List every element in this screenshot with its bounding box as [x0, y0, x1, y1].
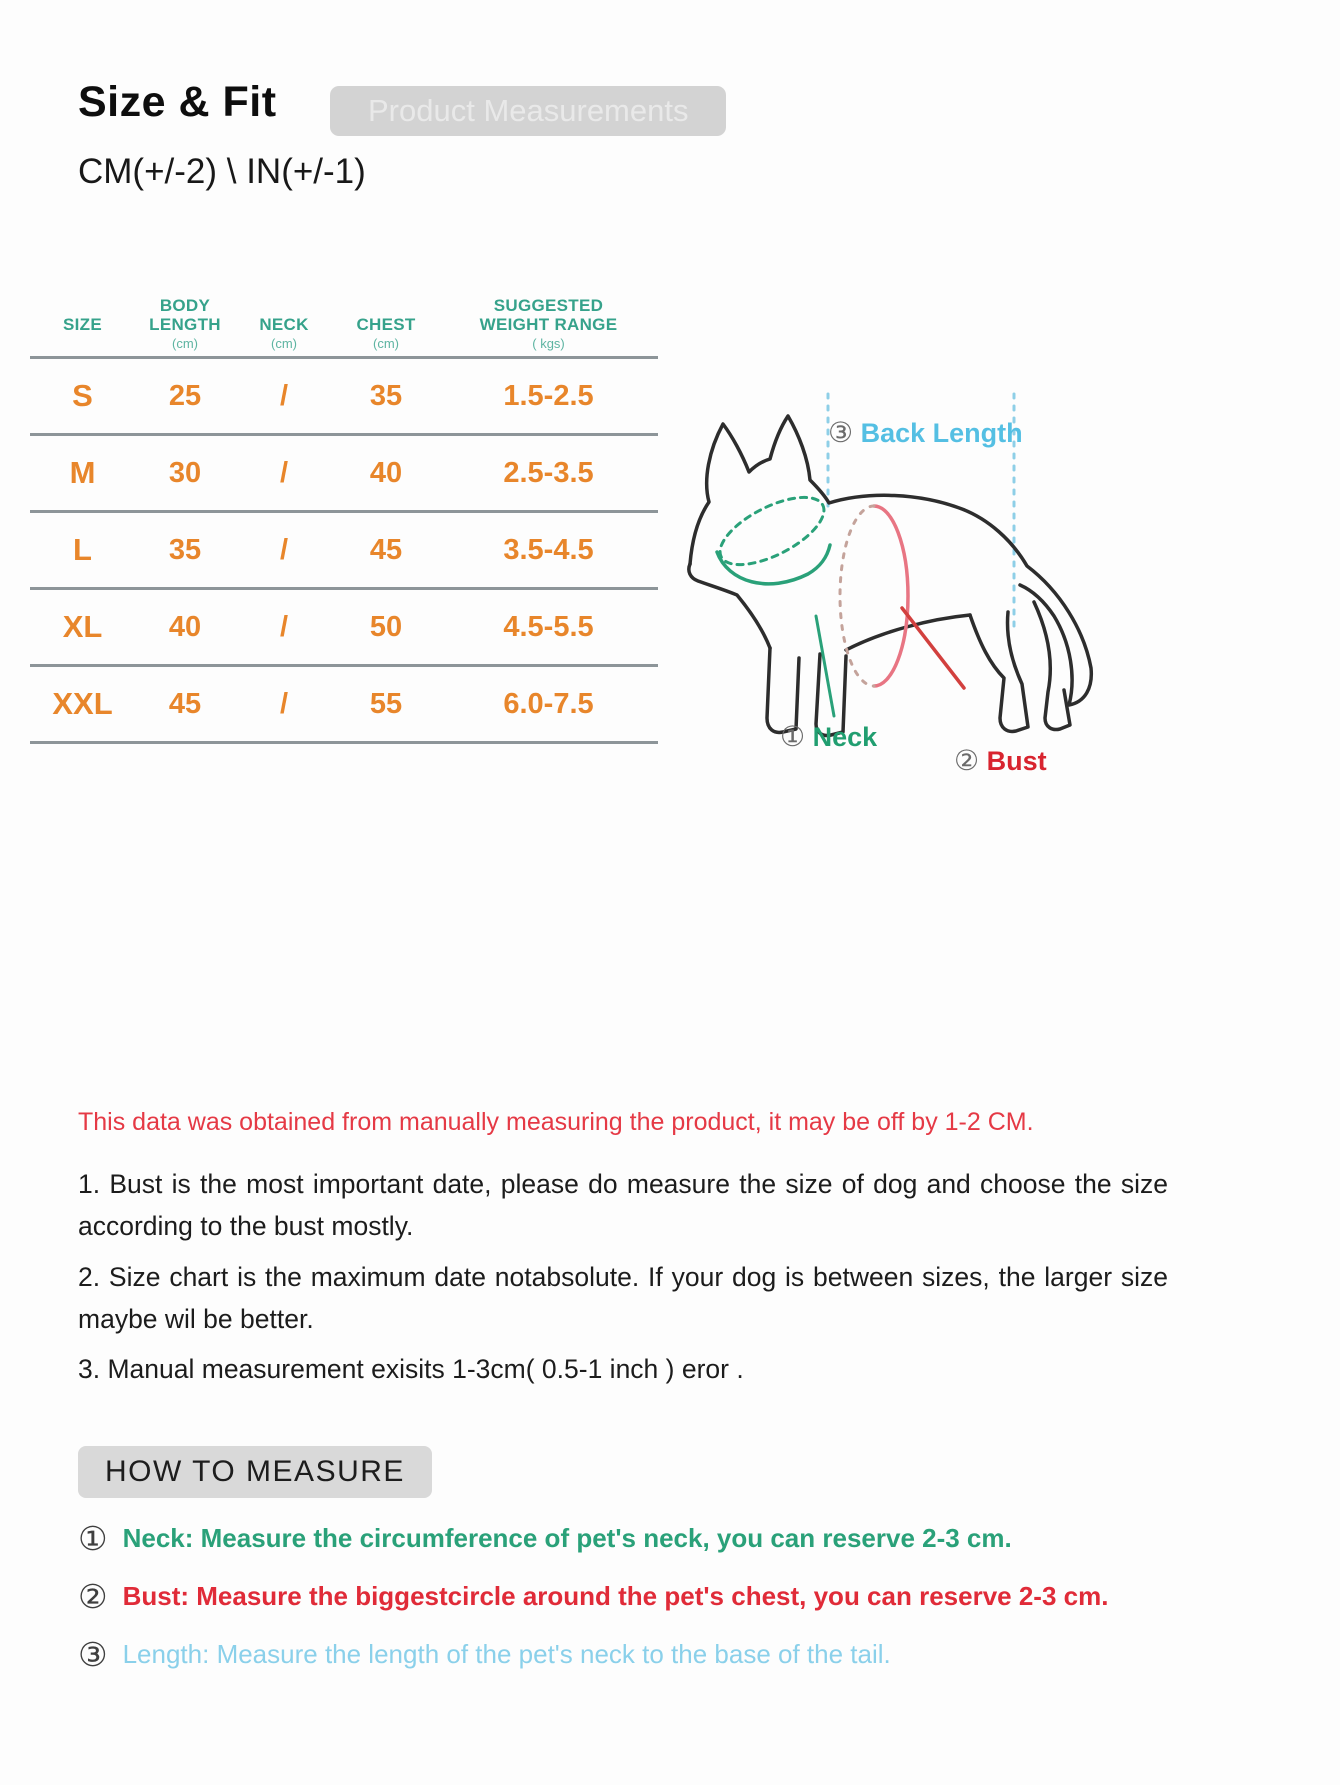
size-cell: 6.0-7.5 [503, 687, 594, 720]
size-table-body [30, 356, 658, 744]
column-label: SIZE [63, 314, 102, 334]
size-cell: / [279, 456, 289, 489]
bust-tape [840, 506, 964, 688]
size-cell: 45 [168, 687, 202, 720]
column-label: BODY LENGTH [149, 295, 221, 334]
size-cell: XL [62, 609, 103, 644]
size-cell: 25 [168, 379, 202, 412]
column-header [333, 268, 439, 356]
size-cell: M [69, 455, 96, 490]
measure-steps [78, 1522, 1228, 1696]
step-text: Length: Measure the length of the pet's neck to the base of the tail. [122, 1639, 891, 1669]
size-cell: 35 [168, 533, 202, 566]
step-text: Bust: Measure the biggestcircle around the pet's chest, you can reserve 2-3 cm. [122, 1581, 1109, 1611]
size-cell: S [72, 378, 93, 413]
disclaimer-text: This data was obtained from manually measuring the product, it may be off by 1-2 CM. [78, 1108, 1034, 1136]
note-text: 3. Manual measurement exisits 1-3cm( 0.5-1 inch ) eror . [78, 1354, 744, 1385]
size-table [30, 268, 658, 744]
size-cell: L [73, 532, 92, 567]
neck-text: Neck [812, 722, 878, 752]
size-cell: 4.5-5.5 [503, 610, 594, 643]
column-unit: (cm) [172, 336, 198, 351]
dog-measurement-diagram [668, 388, 1140, 788]
neck-tape [710, 484, 834, 716]
table-row [30, 664, 658, 744]
note-text: 1. Bust is the most important date, please do measure the size of dog and choose the size according to the bust mostly. [78, 1169, 1168, 1241]
size-cell: 40 [168, 610, 202, 643]
measure-step [78, 1522, 1228, 1555]
measure-step [78, 1638, 1228, 1671]
column-header [235, 268, 333, 356]
table-row [30, 510, 658, 587]
size-cell: 2.5-3.5 [503, 456, 594, 489]
units-subtitle: CM(+/-2) \ IN(+/-1) [78, 152, 366, 191]
step-text: Neck: Measure the circumference of pet's neck, you can reserve 2-3 cm. [122, 1523, 1012, 1553]
table-row [30, 433, 658, 510]
column-header [30, 268, 135, 356]
neck-label [780, 720, 877, 753]
column-label: NECK [259, 314, 309, 334]
column-header [439, 268, 658, 356]
measure-step [78, 1580, 1228, 1613]
how-to-measure-title: HOW TO MEASURE [78, 1446, 432, 1498]
note-text: 2. Size chart is the maximum date notabsolute. If your dog is between sizes, the larger size maybe wil be better. [78, 1261, 1168, 1334]
size-cell: / [279, 533, 289, 566]
column-label: CHEST [356, 314, 416, 334]
column-header [135, 268, 235, 356]
dog-outline [689, 416, 1091, 736]
circled-2-icon: ② [954, 745, 980, 776]
size-cell: 55 [369, 687, 403, 720]
size-cell: 45 [369, 533, 403, 566]
notes-list [78, 1164, 1168, 1400]
column-unit: ( kgs) [532, 336, 565, 351]
size-cell: XXL [52, 686, 113, 721]
back-length-text: Back Length [860, 418, 1023, 448]
bust-label [954, 744, 1047, 777]
circled-1-icon: ① [780, 721, 806, 752]
size-cell: / [279, 379, 289, 412]
column-unit: (cm) [271, 336, 297, 351]
back-length-label [828, 416, 1023, 449]
circled-number-icon: ② [78, 1578, 108, 1615]
size-cell: 35 [369, 379, 403, 412]
circled-number-icon: ③ [78, 1636, 108, 1673]
size-cell: / [279, 610, 289, 643]
column-unit: (cm) [373, 336, 399, 351]
page-title: Size & Fit [78, 78, 277, 126]
size-cell: 30 [168, 456, 202, 489]
size-cell: / [279, 687, 289, 720]
size-table-header [30, 268, 658, 356]
table-row [30, 356, 658, 433]
table-row [30, 587, 658, 664]
column-label: SUGGESTED WEIGHT RANGE [479, 295, 618, 334]
product-measurements-badge: Product Measurements [330, 86, 726, 136]
size-cell: 3.5-4.5 [503, 533, 594, 566]
size-cell: 50 [369, 610, 403, 643]
circled-3-icon: ③ [828, 417, 854, 448]
size-cell: 40 [369, 456, 403, 489]
size-cell: 1.5-2.5 [503, 379, 594, 412]
bust-text: Bust [986, 746, 1047, 776]
circled-number-icon: ① [78, 1520, 108, 1557]
